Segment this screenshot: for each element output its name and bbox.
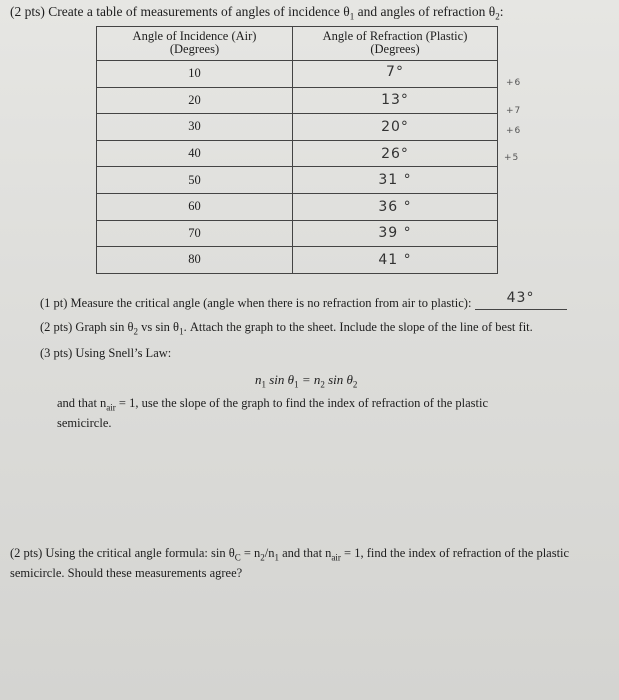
refraction-cell (293, 220, 498, 247)
table-row (97, 140, 498, 167)
task1-sub2: 2 (495, 11, 500, 22)
header-refraction (293, 27, 498, 61)
q4-sub-2: 2 (260, 552, 265, 563)
handwritten-refraction: 31 ° (378, 172, 412, 189)
formula-n1: n (255, 372, 262, 387)
q4-sub-1: 1 (274, 552, 279, 563)
incidence-cell: 10 (97, 61, 293, 88)
table-row (97, 61, 498, 88)
q2-sub-a: 2 (133, 326, 138, 337)
q4-part-b: = n (240, 546, 261, 560)
measurement-table (96, 26, 498, 274)
handwritten-refraction: 20° (381, 118, 409, 135)
header-incidence (97, 27, 293, 61)
formula-sub3: 2 (320, 379, 325, 390)
snells-law-instruction (57, 396, 527, 431)
table-row (97, 220, 498, 247)
question-snells-law: (3 pts) Using Snell’s Law: (40, 346, 172, 360)
q3-body-sub: air (106, 402, 116, 413)
q4-sub-air: air (331, 552, 341, 563)
question-critical-angle-formula (10, 546, 600, 581)
incidence-cell: 60 (97, 193, 293, 220)
incidence-cell: 80 (97, 247, 293, 274)
table-row (97, 193, 498, 220)
incidence-cell: 70 (97, 220, 293, 247)
handwritten-critical-angle: 43° (506, 290, 535, 306)
q4-part-a: (2 pts) Using the critical angle formula: sin θ (10, 546, 235, 560)
refraction-cell (293, 114, 498, 141)
incidence-cell: 50 (97, 167, 293, 194)
q3-body-a: and that n (57, 396, 107, 410)
task1-end: : (499, 4, 504, 19)
formula-mid1: sin θ (266, 372, 295, 387)
incidence-cell: 20 (97, 87, 293, 114)
formula-sub2: 1 (294, 379, 299, 390)
margin-note-diff: +6 (506, 78, 522, 88)
refraction-cell (293, 167, 498, 194)
formula-mid2: sin θ (324, 372, 353, 387)
question-graph (40, 320, 533, 337)
q4-part-d: and that n (279, 546, 332, 560)
q1-text: (1 pt) Measure the critical angle (angle when there is no refraction from air to plastic): (40, 296, 472, 310)
handwritten-refraction: 36 ° (378, 198, 412, 215)
critical-angle-answer-line (475, 290, 567, 310)
snells-law-formula (255, 372, 357, 390)
header-incidence-line2: (Degrees) (169, 42, 220, 56)
header-refraction-line2: (Degrees) (370, 42, 420, 56)
incidence-cell: 30 (97, 114, 293, 141)
margin-note-diff: +5 (504, 153, 520, 163)
header-incidence-line1: Angle of Incidence (Air) (132, 29, 257, 43)
refraction-cell (293, 193, 498, 220)
handwritten-refraction: 7° (386, 63, 404, 80)
q2-sub-b: 1 (179, 326, 184, 337)
incidence-cell: 40 (97, 140, 293, 167)
table-row (97, 87, 498, 114)
q2-part-b: vs sin θ (137, 320, 180, 334)
task1-label: (2 pts) Create a table of measurements of angles of incidence θ (10, 4, 350, 19)
table-row (97, 167, 498, 194)
question-critical-angle (40, 290, 600, 312)
handwritten-refraction: 26° (381, 145, 409, 162)
margin-note-diff: +6 (506, 126, 522, 136)
header-refraction-line1: Angle of Refraction (Plastic) (322, 29, 468, 43)
task1-mid: and angles of refraction θ (354, 4, 496, 19)
q4-sub-c: C (234, 552, 241, 563)
formula-sub1: 1 (261, 379, 266, 390)
refraction-cell (293, 247, 498, 274)
task-table-instruction (10, 4, 504, 22)
refraction-cell (293, 61, 498, 88)
margin-note-diff: +7 (506, 106, 522, 116)
q2-part-c: . Attach the graph to the sheet. Include the slope of the line of best fit. (183, 320, 533, 334)
refraction-cell (293, 87, 498, 114)
q4-part-e: = 1, find the index of refraction of the plastic semicircle. Should these measurements agree? (10, 546, 570, 580)
table-row (97, 247, 498, 274)
table-row (97, 114, 498, 141)
refraction-cell (293, 140, 498, 167)
task1-sub1: 1 (349, 11, 355, 22)
q4-part-c: /n (264, 546, 275, 560)
handwritten-refraction: 13° (381, 92, 409, 109)
handwritten-refraction: 41 ° (378, 251, 412, 268)
handwritten-refraction: 39 ° (378, 225, 412, 242)
formula-sub4: 2 (352, 379, 358, 390)
q2-part-a: (2 pts) Graph sin θ (40, 320, 134, 334)
q3-body-b: = 1, use the slope of the graph to find the index of refraction of the plastic semicircle. (57, 396, 489, 430)
formula-eq: = n (298, 372, 321, 387)
